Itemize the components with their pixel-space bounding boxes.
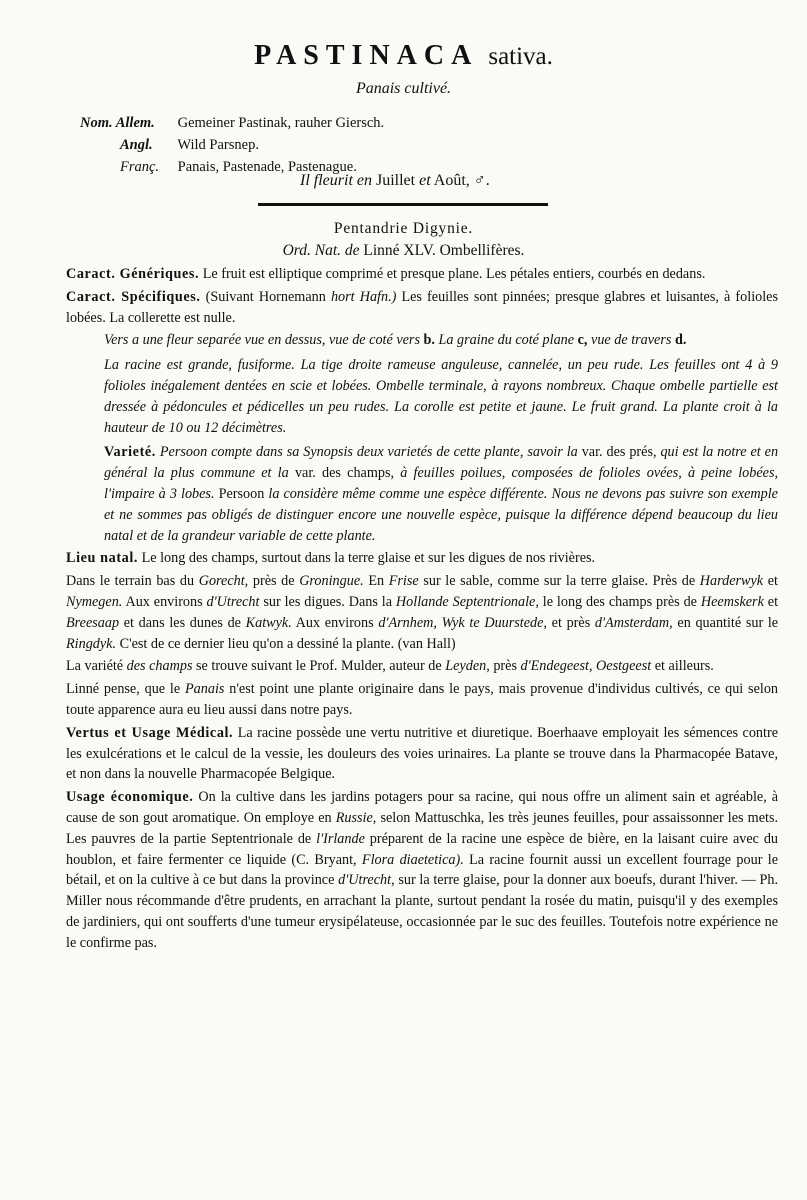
section-text: On la cultive dans les jardins potagers pour sa racine, qui nous offre un aliment sain et agréable, à cause de son gout aromatique. On employe en bbox=[66, 789, 778, 826]
section-text: n'est point une plante originaire dans le pays, mais provenue d'individus cultivés, ce qui selon toute apparence aura eu lieu aussi dans notre pays. bbox=[66, 681, 779, 718]
section-text: en quantité sur le bbox=[677, 614, 779, 631]
section-text: à feuilles poilues, composées de folioles ovées, à peine lobées, l'impaire à 3 lobes. bbox=[104, 465, 779, 502]
section-text: le long des champs près de bbox=[542, 593, 697, 610]
section-text: La variété bbox=[66, 658, 124, 675]
flowering-pre: Il fleurit en bbox=[300, 172, 372, 189]
classification-line2 bbox=[0, 242, 807, 260]
section-text: sur le sable, comme sur la terre glaise. Près de bbox=[423, 573, 696, 590]
place-name: d'Endegeest, Oestgeest bbox=[520, 658, 652, 675]
section-text: C'est de ce dernier lieu qu'on a dessiné la plante. (van Hall) bbox=[119, 635, 456, 652]
section-text: Panais bbox=[185, 681, 225, 698]
place-name: Leyden, bbox=[445, 658, 490, 675]
legend-letter: b. bbox=[423, 332, 435, 349]
section-text: var. des prés, bbox=[581, 444, 657, 461]
section-text: Dans le terrain bas du bbox=[66, 573, 195, 590]
section-text: sur les digues. Dans la bbox=[263, 593, 393, 610]
name-row-german bbox=[80, 112, 384, 134]
place-name: Ringdyk. bbox=[66, 635, 117, 652]
place-name: d'Utrecht, bbox=[338, 872, 395, 889]
section-text: Persoon compte dans sa Synopsis deux varietés de cette plante, savoir la bbox=[159, 444, 578, 461]
section-heading: Varieté. bbox=[104, 444, 156, 461]
name-text: Gemeiner Pastinak, rauher Giersch. bbox=[177, 115, 385, 131]
name-row-english bbox=[80, 134, 384, 156]
section-text: Persoon bbox=[218, 485, 265, 502]
place-name: l'Irlande bbox=[316, 830, 365, 847]
flowering-line bbox=[300, 172, 490, 190]
main-text bbox=[66, 264, 778, 956]
section-text: Les feuilles sont pinnées; presque glabres et luisantes, à folioles lobées. La collerette est nulle. bbox=[66, 288, 778, 326]
figure-legend bbox=[66, 330, 778, 351]
section-description: La racine est grande, fusiforme. La tige droite rameuse anguleuse, cannelée, un peu rude. Les feuilles ont 4 à 9 folioles inégalement dentées en scie et lobées. Ombelle terminale, à rayons nombreux. Chaque ombelle partielle est dressée à pédoncules et pédicelles un peu rudes. La corolle est petite et jaune. Le fruit grand. La plante croit à la hauteur de 10 ou 12 décimètres. bbox=[104, 357, 778, 436]
reference-text: Flora diaetetica). bbox=[361, 851, 464, 868]
section-heading: Usage économique. bbox=[66, 789, 194, 806]
place-name: Katwyk. bbox=[245, 614, 292, 631]
name-text: Wild Parsnep. bbox=[177, 137, 259, 153]
section-heading: Lieu natal. bbox=[66, 550, 139, 567]
section-text: préparent de la racine une espèce de bière, en la laisant cuire avec du houblon, et faire fermenter ce liquide (C. Bryant, bbox=[66, 830, 779, 868]
section-variete-champs bbox=[66, 656, 778, 677]
section-text: La racine fournit aussi un excellent fourrage pour le bétail, et on la cultive à ce but dans la province bbox=[66, 851, 778, 889]
section-text: Linné pense, que le bbox=[66, 681, 181, 698]
genus-name: PASTINACA bbox=[254, 40, 479, 71]
section-text: et près bbox=[551, 614, 591, 631]
flowering-et: et bbox=[419, 172, 431, 189]
flowering-month2: Août, bbox=[433, 172, 470, 189]
place-name: Frise bbox=[388, 573, 419, 590]
section-text: près bbox=[493, 658, 517, 675]
legend-text: vue de travers bbox=[591, 332, 672, 349]
reference-text: hort Hafn.) bbox=[330, 288, 397, 305]
place-name: d'Utrecht bbox=[206, 593, 260, 610]
common-name: Panais cultivé. bbox=[355, 80, 452, 97]
section-text: et ailleurs. bbox=[654, 658, 714, 675]
legend-letter: d. bbox=[674, 332, 687, 349]
section-text: près de bbox=[252, 573, 295, 590]
classification-pre: Ord. Nat. de bbox=[282, 242, 360, 259]
vernacular-names bbox=[80, 112, 384, 178]
section-lieu-natal bbox=[66, 548, 778, 569]
section-heading: Caract. Génériques. bbox=[66, 266, 200, 282]
place-name: Heemskerk bbox=[700, 593, 764, 610]
legend-text: La graine du coté plane bbox=[438, 332, 575, 349]
name-label: Nom. Allem. bbox=[80, 115, 155, 131]
section-linne bbox=[66, 679, 778, 721]
section-heading: Caract. Spécifiques. bbox=[66, 288, 201, 305]
section-text: Aux environs bbox=[295, 614, 374, 631]
place-name: Harderwyk bbox=[699, 573, 764, 590]
section-text: La racine possède une vertu nutritive et diuretique. Boerhaave employait les sémences contre les exulcérations et le calcul de la vessie, les douleurs des voies urinaires. La plante se trouve dans la Pharmacopée Batave, et non dans la nouvelle Pharmacopée Belgique. bbox=[66, 724, 778, 783]
section-text: qui est la notre et en général la plus commune et la bbox=[104, 444, 779, 482]
section-text: Aux environs bbox=[125, 593, 203, 610]
section-caract-specifiques bbox=[66, 287, 778, 329]
legend-letter: c, bbox=[577, 332, 588, 349]
section-text: se trouve suivant le Prof. Mulder, auteur de bbox=[196, 658, 442, 675]
section-text: En bbox=[368, 573, 385, 590]
section-text: la considère même comme une espèce différente. Nous ne devons pas suivre son exemple et ne sommes pas obligés de distinguer encore une nouvelle espèce, puisque la différence dépend beaucoup du lieu natal et de la grandeur variable de cette plante. bbox=[104, 485, 778, 544]
section-heading: Vertus et Usage Médical. bbox=[66, 724, 234, 741]
place-name: Russie, bbox=[335, 809, 377, 826]
section-text: Le long des champs, surtout dans la terre glaise et sur les digues de nos rivières. bbox=[141, 550, 596, 567]
section-variete bbox=[66, 442, 778, 546]
section-text: var. des champs, bbox=[294, 465, 395, 482]
section-text: et bbox=[767, 573, 778, 590]
section-usage-economique bbox=[66, 787, 778, 953]
place-name: Breesaap bbox=[66, 614, 120, 631]
place-name: Gorecht, bbox=[198, 573, 249, 590]
classification-family: Ombellifères. bbox=[439, 242, 525, 259]
flowering-month1: Juillet bbox=[375, 172, 416, 189]
section-text: des champs bbox=[126, 658, 193, 675]
name-label: Franç. bbox=[120, 159, 160, 175]
section-text: Le fruit est elliptique comprimé et presque plane. Les pétales entiers, courbés en dedans. bbox=[202, 266, 706, 282]
name-text: Panais, Pastenade, Pastenague. bbox=[177, 159, 357, 175]
section-text: et dans les dunes de bbox=[123, 614, 241, 631]
divider bbox=[258, 203, 548, 206]
place-name: Groningue. bbox=[299, 573, 364, 590]
place-name: d'Amsterdam, bbox=[594, 614, 673, 631]
place-name: Hollande Septentrionale, bbox=[395, 593, 539, 610]
page-title bbox=[0, 40, 807, 72]
classification-line1: Pentandrie Digynie. bbox=[333, 220, 474, 237]
species-name: sativa. bbox=[488, 43, 553, 70]
section-text: sur la terre glaise, pour la donner aux boeufs, durant l'hiver. — Ph. Miller nous récommande d'être prudents, en arrachant la plante, surtout pendant la rosée du matin, puisqu'il y des exemples de jardiniers, qui ont soufferts d'une tumeur erysipélateuse, occasionnée par le suc des feuilles. Toutefois notre expérience ne le confirme pas. bbox=[66, 872, 779, 951]
legend-text: Vers a une fleur separée vue en dessus, vue de coté vers bbox=[104, 332, 420, 349]
biennial-symbol: ♂. bbox=[473, 172, 490, 189]
place-name: Nymegen. bbox=[66, 593, 123, 610]
section-text: selon Mattuschka, les très jeunes feuilles, pour assaissonner les mets. Les pauvres de la partie Septentrionale de bbox=[66, 809, 779, 847]
section-text: et bbox=[767, 593, 779, 610]
classification-author: Linné XLV. bbox=[363, 242, 436, 259]
section-caract-generiques bbox=[66, 264, 778, 285]
name-label: Angl. bbox=[120, 137, 153, 153]
place-name: d'Arnhem, Wyk te Duurstede, bbox=[378, 614, 547, 631]
section-localities bbox=[66, 571, 778, 654]
section-vertus bbox=[66, 723, 778, 785]
section-text: (Suivant Hornemann bbox=[205, 288, 326, 305]
